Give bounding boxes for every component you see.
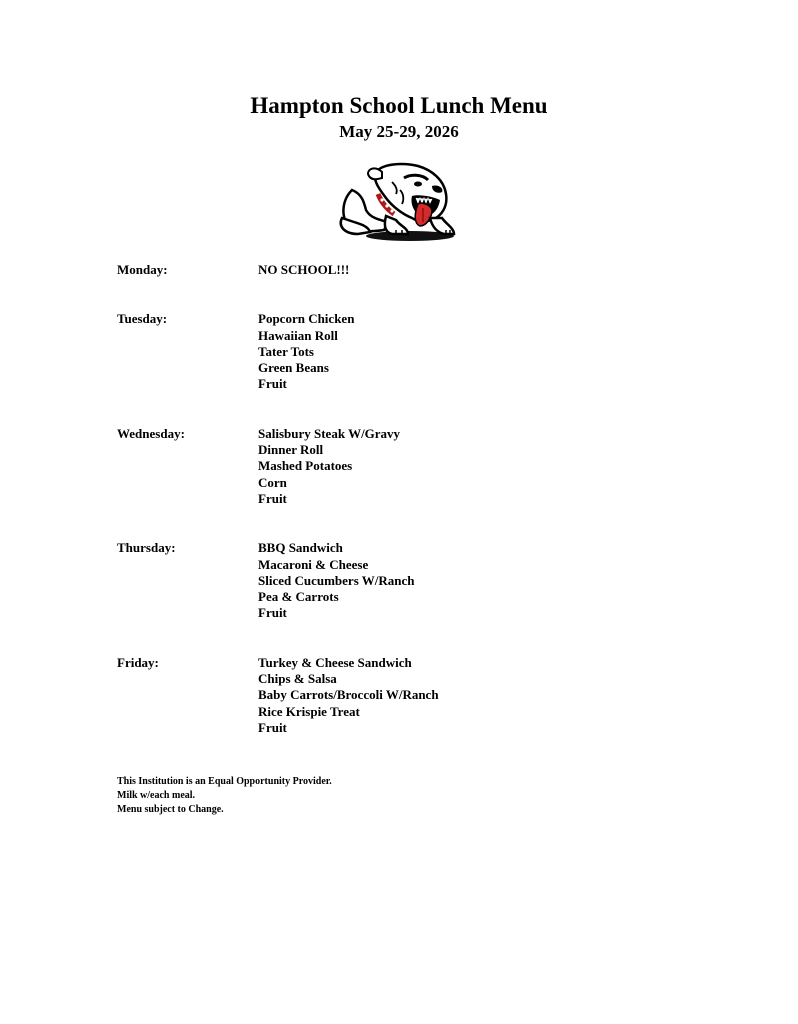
menu-footer <box>117 775 332 817</box>
menu-item: Baby Carrots/Broccoli W/Ranch <box>258 687 439 703</box>
menu-item: Macaroni & Cheese <box>258 556 369 572</box>
menu-item: Corn <box>258 474 287 490</box>
menu-item: Green Beans <box>258 360 329 376</box>
menu-item: Dinner Roll <box>258 442 324 458</box>
menu-item: Fruit <box>258 490 287 506</box>
change-note: Menu subject to Change. <box>117 804 224 815</box>
day-label: Tuesday: <box>117 311 168 327</box>
menu-item: Tater Tots <box>258 343 314 359</box>
menu-item: Sliced Cucumbers W/Ranch <box>258 572 415 588</box>
day-tuesday <box>117 311 677 392</box>
menu-item: Mashed Potatoes <box>258 458 353 474</box>
menu-item: NO SCHOOL!!! <box>258 262 350 277</box>
day-thursday <box>117 540 677 621</box>
menu-item: Popcorn Chicken <box>258 311 355 327</box>
menu-dates: May 25-29, 2026 <box>339 122 459 141</box>
milk-note: Milk w/each meal. <box>117 790 196 801</box>
day-label: Monday: <box>117 262 168 277</box>
menu-item: Salisbury Steak W/Gravy <box>258 425 401 441</box>
menu-item: Fruit <box>258 605 287 621</box>
bulldog-mascot-icon <box>332 160 460 242</box>
menu-item: Hawaiian Roll <box>258 327 338 343</box>
menu-item: Fruit <box>258 376 287 392</box>
page-title: Hampton School Lunch Menu <box>250 93 548 118</box>
day-label: Wednesday: <box>117 425 185 441</box>
weekly-menu <box>117 262 677 769</box>
menu-item: Chips & Salsa <box>258 671 337 687</box>
day-label: Thursday: <box>117 540 176 556</box>
day-friday <box>117 655 677 736</box>
menu-item: Fruit <box>258 719 287 735</box>
menu-item: Pea & Carrots <box>258 589 339 605</box>
menu-item: BBQ Sandwich <box>258 540 343 556</box>
menu-item: Turkey & Cheese Sandwich <box>258 654 412 670</box>
day-wednesday <box>117 426 677 507</box>
equal-opportunity-notice: This Institution is an Equal Opportunity Provider. <box>117 776 332 787</box>
menu-item: Rice Krispie Treat <box>258 703 360 719</box>
day-label: Friday: <box>117 654 159 670</box>
day-monday <box>117 262 677 278</box>
